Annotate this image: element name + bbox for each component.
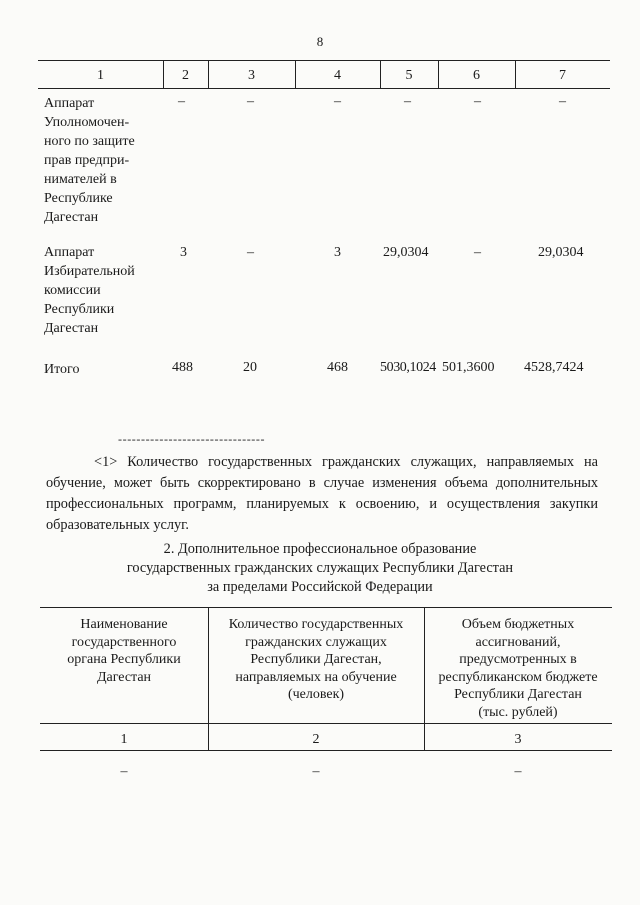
table-cell: 5030,1024	[380, 360, 436, 375]
table2-header-count	[208, 616, 424, 704]
section-title-line: государственных гражданских служащих Республики Дагестан	[126, 560, 514, 576]
footnote-line: <1> Количество государственных гражданских служащих, направляемых на	[94, 454, 598, 470]
footnote-text	[46, 452, 598, 536]
table-cell: 20	[243, 360, 257, 375]
header-line: Республики Дагестан,	[250, 652, 382, 667]
header-line: государственного	[71, 634, 177, 650]
page-number: 8	[316, 34, 324, 49]
header-line: ассигнований,	[475, 634, 561, 650]
table1-col-number: 5	[405, 68, 413, 83]
table1-top-border	[38, 60, 610, 61]
table-cell: 29,0304	[538, 245, 584, 260]
table2-header-budget	[424, 616, 612, 721]
footnote-separator: --------------------------------	[118, 432, 266, 446]
table1-col-number: 3	[248, 68, 255, 83]
header-line: органа Республики	[67, 652, 181, 667]
total-label: Итого	[44, 362, 80, 377]
table1-col-number: 7	[559, 68, 566, 83]
table-cell: –	[120, 764, 128, 779]
table1-col-number: 2	[182, 68, 189, 83]
header-line: предусмотренных в	[459, 652, 577, 667]
table-cell: –	[312, 764, 320, 779]
table2-header-bottom-border	[40, 723, 612, 724]
table-cell: 4528,7424	[524, 360, 584, 375]
header-line: Объем бюджетных	[461, 617, 575, 632]
org-name-line: Аппарат	[44, 245, 95, 260]
table-cell: 3	[334, 245, 341, 260]
table-cell: –	[514, 764, 522, 779]
header-line: (тыс. рублей)	[478, 704, 558, 720]
header-line: Дагестан	[96, 669, 152, 685]
table1-col-number: 4	[334, 68, 341, 83]
header-line: республиканском бюджете	[438, 669, 598, 685]
org-name-line: ного по защите	[44, 134, 135, 149]
section-title-line: за пределами Российской Федерации	[207, 579, 433, 595]
footnote-line: обучение, может быть скорректировано в случае изменения объема дополнительных	[46, 475, 598, 491]
org-name-line: Дагестан	[44, 321, 99, 336]
org-name-line: Уполномочен-	[44, 115, 130, 130]
table-cell: 501,3600	[442, 360, 495, 375]
header-line: направляемых на обучение	[235, 669, 397, 685]
table-cell: –	[404, 94, 411, 109]
table2-col-number: 1	[120, 732, 128, 747]
org-name-line: нимателей в	[44, 172, 117, 187]
table-cell: –	[178, 94, 185, 109]
header-line: Республики Дагестан	[454, 687, 582, 702]
table-cell: –	[559, 94, 566, 109]
table-cell: –	[247, 245, 254, 260]
table-cell: –	[474, 94, 481, 109]
org-name-line: комиссии	[44, 283, 101, 298]
section-title	[0, 540, 640, 597]
table-row-org-name	[44, 94, 164, 227]
table-cell: 488	[172, 360, 193, 375]
table2-number-row-border	[40, 750, 612, 751]
org-name-line: Республики	[44, 302, 115, 317]
header-line: гражданских служащих	[245, 634, 387, 650]
table2-col-number: 3	[514, 732, 522, 747]
org-name-line: Избирательной	[44, 264, 135, 279]
table-row-total-label	[44, 360, 164, 379]
footnote-line: образовательных услуг.	[46, 517, 189, 533]
header-line: Наименование	[80, 617, 168, 632]
table1-col-number: 6	[473, 68, 480, 83]
table2-header-org	[40, 616, 208, 686]
header-line: (человек)	[287, 687, 345, 702]
table-cell: 468	[327, 360, 348, 375]
org-name-line: Республике	[44, 191, 113, 206]
org-name-line: прав предпри-	[44, 153, 130, 168]
section-title-line: 2. Дополнительное профессиональное образование	[163, 541, 477, 557]
table-cell: –	[334, 94, 341, 109]
table-cell: –	[247, 94, 254, 109]
org-name-line: Дагестан	[44, 210, 99, 225]
header-line: Количество государственных	[228, 617, 404, 632]
table-cell: 29,0304	[383, 245, 429, 260]
table2-col-number: 2	[312, 732, 320, 747]
org-name-line: Аппарат	[44, 96, 95, 111]
footnote-line: профессиональных программ, планируемых к освоению, и осуществления закупки	[46, 496, 598, 512]
table2-top-border	[40, 607, 612, 608]
table1-col-number: 1	[97, 68, 104, 83]
table-row-org-name	[44, 243, 164, 338]
table1-header-bottom-border	[38, 88, 610, 89]
table-cell: 3	[180, 245, 187, 260]
table-cell: –	[474, 245, 481, 260]
